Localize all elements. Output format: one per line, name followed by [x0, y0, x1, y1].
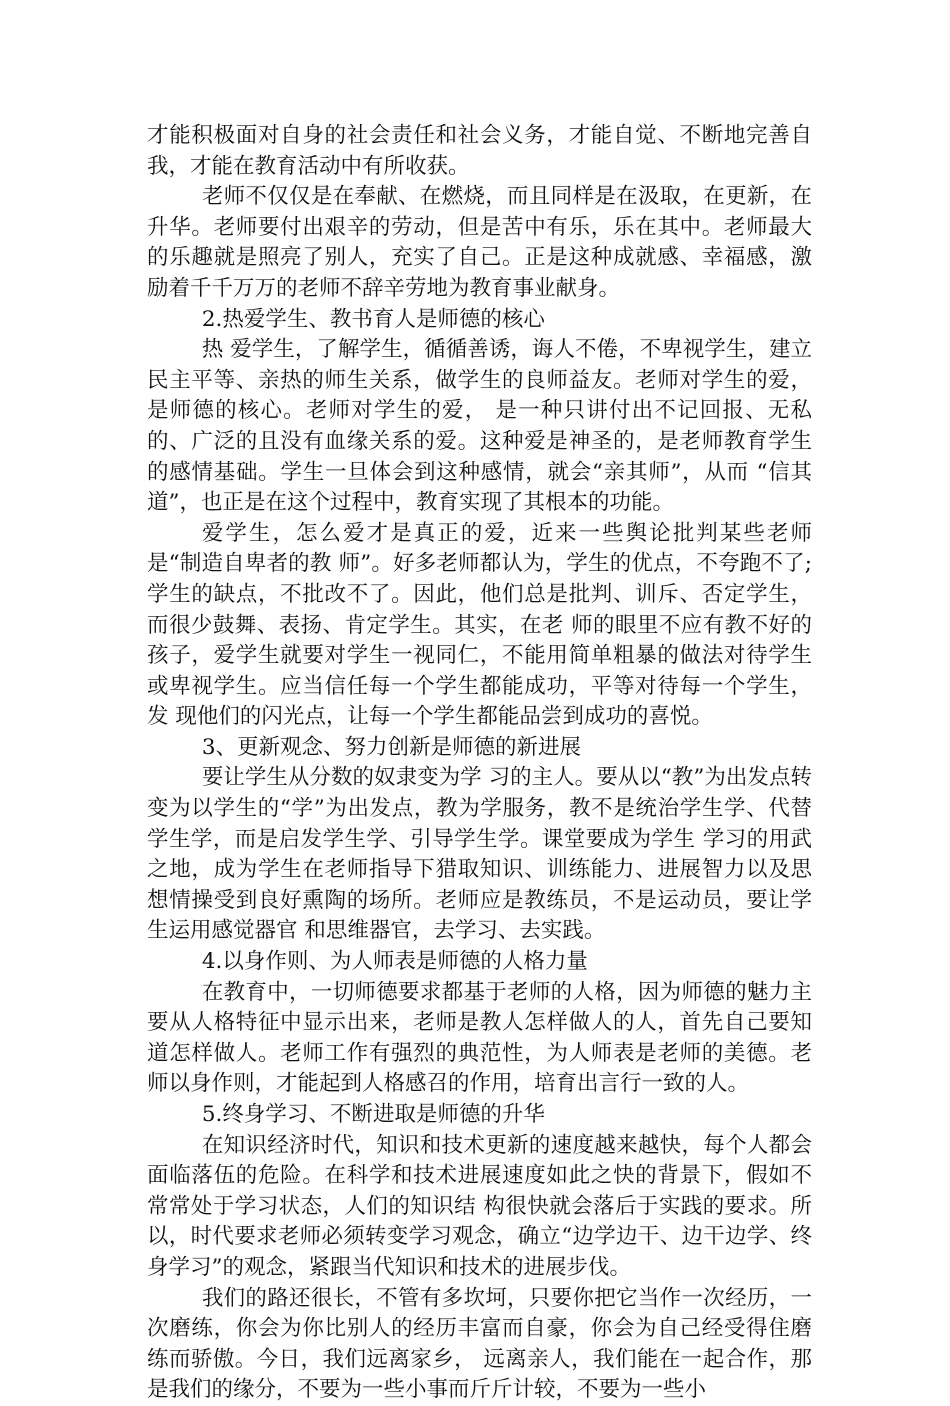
paragraph: 要让学生从分数的奴隶变为学 习的主人。要从以“教”为出发点转变为以学生的“学”为出发点，教为学服务，教不是统治学生学、代替学生学，而是启发学生学、引导学生学。课堂要成为学生 学习的用武之地，成为学生在老师指导下猎取知识、训练能力、进展智力以及思想情操受到良好熏陶的场所。老师应是教练员，不是运动员，要让学生运用感觉器官 和思维器官，去学习、去实践。 — [147, 765, 812, 944]
paragraph: 爱学生，怎么爱才是真正的爱，近来一些舆论批判某些老师是“制造自卑者的教 师”。好多老师都认为，学生的优点，不夸跑不了;学生的缺点，不批改不了。因此，他们总是批判、训斥、否定学生，而很少鼓舞、表扬、肯定学生。其实，在老 师的眼里不应有教不好的孩子，爱学生就要对学生一视同仁，不能用简单粗暴的做法对待学生或卑视学生。应当信任每一个学生都能成功，平等对待每一个学生，发 现他们的闪光点，让每一个学生都能品尝到成功的喜悦。 — [147, 520, 812, 730]
section-heading: 4.以身作则、为人师表是师德的人格力量 — [201, 949, 588, 975]
paragraph: 在知识经济时代，知识和技术更新的速度越来越快，每个人都会面临落伍的危险。在科学和技术进展速度如此之快的背景下，假如不常常处于学习状态，人们的知识结 构很快就会落后于实践的要求。所以，时代要求老师必须转变学习观念，确立“边学边干、边干边学、终身学习”的观念，紧跟当代知识和技术的进展步伐。 — [147, 1132, 812, 1280]
paragraph-continued: 才能积极面对自身的社会责任和社会义务，才能自觉、不断地完善自我，才能在教育活动中有所收获。 — [147, 123, 812, 179]
section-heading: 2.热爱学生、教书育人是师德的核心 — [201, 306, 545, 332]
paragraph: 热 爱学生，了解学生，循循善诱，诲人不倦，不卑视学生，建立民主平等、亲热的师生关系，做学生的良师益友。老师对学生的爱，是师德的核心。老师对学生的爱， 是一种只讲付出不记回报、无私的、广泛的且没有血缘关系的爱。这种爱是神圣的，是老师教育学生的感情基础。学生一旦体会到这种感情，就会“亲其师”，从而 “信其道”，也正是在这个过程中，教育实现了其根本的功能。 — [147, 337, 812, 516]
paragraph: 我们的路还很长，不管有多坎坷，只要你把它当作一次经历，一次磨练，你会为你比别人的经历丰富而自豪，你会为自己经受得住磨练而骄傲。今日，我们远离家乡， 远离亲人，我们能在一起合作，那是我们的缘分，不要为一些小事而斤斤计较，不要为一些小 — [147, 1285, 812, 1403]
paragraph: 老师不仅仅是在奉献、在燃烧，而且同样是在汲取，在更新，在升华。老师要付出艰辛的劳动，但是苦中有乐，乐在其中。老师最大的乐趣就是照亮了别人，充实了自己。正是这种成就感、幸福感，激励着千千万万的老师不辞辛劳地为教育事业献身。 — [147, 184, 812, 301]
paragraph: 在教育中，一切师德要求都基于老师的人格，因为师德的魅力主要从人格特征中显示出来，老师是教人怎样做人的人，首先自己要知道怎样做人。老师工作有强烈的典范性，为人师表是老师的美德。老师以身作则，才能起到人格感召的作用，培育出言行一致的人。 — [147, 979, 812, 1097]
document-body — [147, 121, 812, 1406]
section-heading: 3、更新观念、努力创新是师德的新进展 — [201, 734, 581, 760]
section-heading: 5.终身学习、不断进取是师德的升华 — [201, 1102, 545, 1127]
